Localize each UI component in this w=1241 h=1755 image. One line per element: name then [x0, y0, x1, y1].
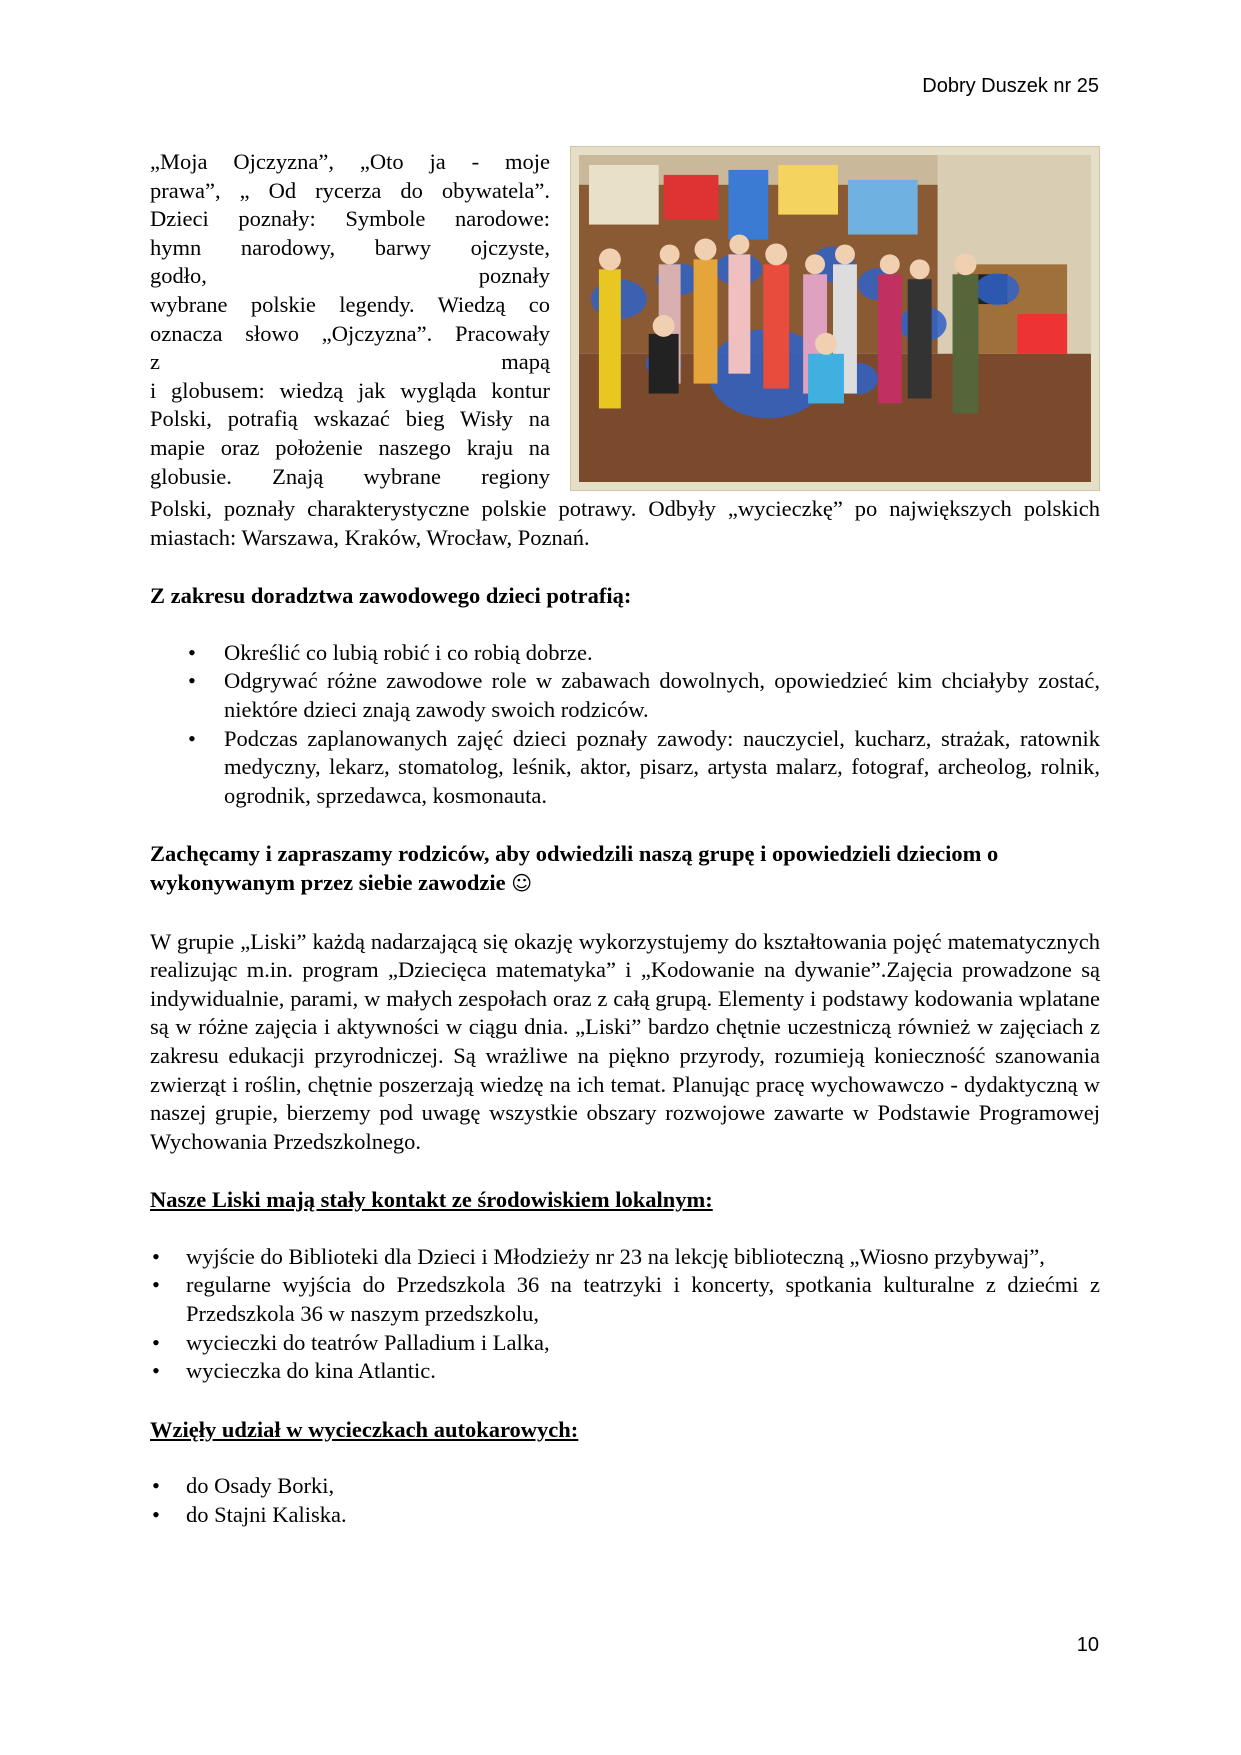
list-item: • do Stajni Kaliska.: [150, 1501, 1100, 1530]
intro-line: Dzieci poznały: Symbole narodowe:: [150, 206, 550, 232]
trips-list: [150, 1472, 1100, 1529]
page-content: [150, 148, 1100, 1530]
intro-line: godło, poznały: [150, 263, 550, 289]
intro-line: „Moja Ojczyzna”, „Oto ja - moje: [150, 149, 550, 174]
intro-line: wybrane polskie legendy. Wiedzą co: [150, 291, 550, 317]
invite-text: Zachęcamy i zapraszamy rodziców, aby odwiedzili naszą grupę i opowiedzieli dzieciom o wykonywanym przez siebie zawodzie: [150, 841, 999, 895]
local-list: [150, 1243, 1100, 1386]
intro-line: Polski, potrafią wskazać bieg Wisły na: [150, 406, 550, 432]
group-photo: [570, 146, 1100, 491]
list-item: • regularne wyjścia do Przedszkola 36 na teatrzyki i koncerty, spotkania kulturalne z dziećmi z Przedszkola 36 w naszym przedszkolu,: [150, 1271, 1100, 1328]
intro-line: z mapą: [150, 349, 550, 375]
list-item: • Określić co lubią robić i co robią dobrze.: [150, 639, 1100, 668]
list-item: • Podczas zaplanowanych zajęć dzieci poznały zawody: nauczyciel, kucharz, strażak, ratownik medyczny, lekarz, stomatolog, leśnik, aktor, pisarz, artysta malarz, fotograf, archeolog, rolnik, ogrodnik, sprzedawca, kosmonauta.: [150, 725, 1100, 811]
intro-line: mapie oraz położenie naszego kraju na: [150, 434, 550, 460]
intro-line: globusie. Znają wybrane regiony: [150, 463, 550, 489]
page-number: 10: [1076, 1634, 1099, 1656]
intro-continuation: Polski, poznały charakterystyczne polskie potrawy. Odbyły „wycieczkę” po największych polskich miastach: Warszawa, Kraków, Wrocław, Poznań.: [150, 496, 1100, 550]
list-item: • wycieczki do teatrów Palladium i Lalka,: [150, 1329, 1100, 1358]
list-item: • do Osady Borki,: [150, 1472, 1100, 1501]
list-item: • wyjście do Biblioteki dla Dzieci i Młodzieży nr 23 na lekcję biblioteczną „Wiosno przybywaj”,: [150, 1243, 1100, 1272]
list-item: • wycieczka do kina Atlantic.: [150, 1357, 1100, 1386]
smiley-icon: ☺: [511, 870, 533, 895]
career-list: [150, 639, 1100, 811]
intro-line: i globusem: wiedzą jak wygląda kontur: [150, 377, 550, 403]
running-header: Dobry Duszek nr 25: [922, 75, 1099, 97]
list-item: • Odgrywać różne zawodowe role w zabawach dowolnych, opowiedzieć kim chciałyby zostać, niektóre dzieci znają zawody swoich rodziców.: [150, 667, 1100, 724]
intro-section: [150, 148, 1100, 552]
trips-heading: Wzięły udział w wycieczkach autokarowych:: [150, 1416, 579, 1442]
invite-heading: [150, 840, 1100, 897]
classroom-photo-illustration: [579, 155, 1091, 482]
intro-line: hymn narodowy, barwy ojczyste,: [150, 234, 550, 260]
intro-line: oznacza słowo „Ojczyzna”. Pracowały: [150, 320, 550, 346]
local-heading: Nasze Liski mają stały kontakt ze środowiskiem lokalnym:: [150, 1187, 713, 1213]
math-paragraph: W grupie „Liski” każdą nadarzającą się okazję wykorzystujemy do kształtowania pojęć matematycznych realizując m.in. program „Dziecięca matematyka” i „Kodowanie na dywanie”.Zajęcia prowadzone są indywidualnie, parami, w małych zespołach oraz z całą grupą. Elementy i podstawy kodowania wplatane są w różne zajęcia i aktywności w ciągu dnia. „Liski” bardzo chętnie uczestniczą również w zajęciach z zakresu edukacji przyrodniczej. Są wrażliwe na piękno przyrody, rozumieją konieczność szanowania zwierząt i roślin, chętnie poszerzają wiedzę na ich temat. Planując pracę wychowawczo - dydaktyczną w naszej grupie, bierzemy pod uwagę wszystkie obszary rozwojowe zawarte w Podstawie Programowej Wychowania Przedszkolnego.: [150, 928, 1100, 1154]
career-heading: Z zakresu doradztwa zawodowego dzieci potrafią:: [150, 583, 632, 609]
intro-line: prawa”, „ Od rycerza do obywatela”.: [150, 177, 550, 203]
